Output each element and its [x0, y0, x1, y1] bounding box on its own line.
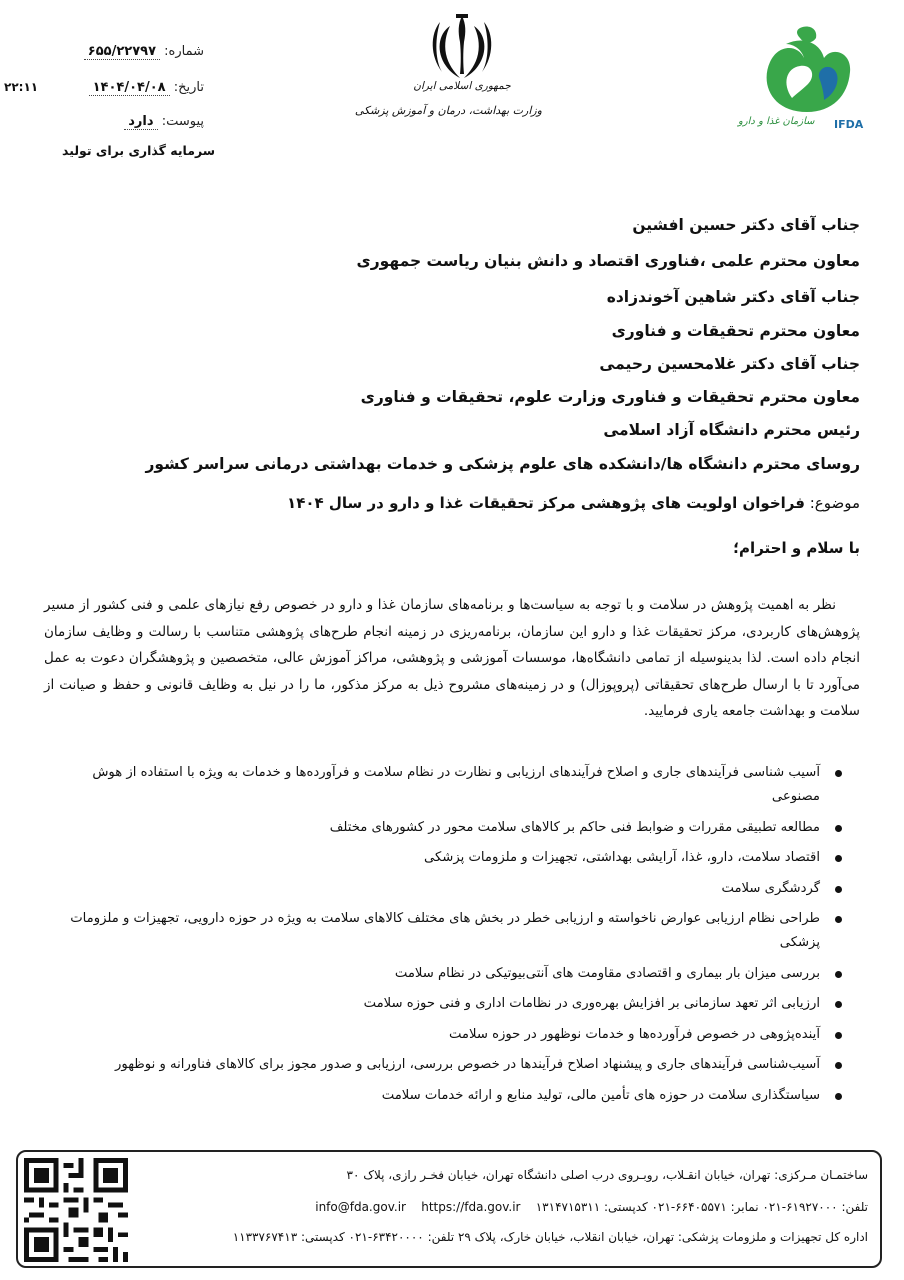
addressee-line: معاون محترم تحقیقات و فناوری وزارت علوم، تحقیقات و فناوری — [360, 388, 860, 406]
subject-text: فراخوان اولویت های پژوهشی مرکز تحقیقات غذا و دارو در سال ۱۴۰۴ — [287, 494, 805, 512]
subject-line — [287, 494, 860, 512]
addressee-line: جناب آقای دکتر حسین افشین — [632, 216, 860, 234]
footer-box — [16, 1150, 882, 1268]
list-item: آینده‌پژوهی در خصوص فرآورده‌ها و خدمات نوظهور در حوزه سلامت — [44, 1023, 846, 1047]
footer-phone: تلفن: ۶۱۹۲۷۰۰۰-۰۲۱ نمابر: ۶۶۴۰۵۵۷۱-۰۲۱ کدپستی: ۱۳۱۴۷۱۵۳۱۱ — [535, 1200, 868, 1214]
footer-address: ساختمـان مـرکزی: تهران، خیابان انقـلاب، روبـروی درب اصلی دانشگاه تهران، خیابان فخـر رازی، پلاک ۳۰ — [346, 1168, 868, 1182]
bullet-icon — [835, 770, 842, 777]
bullet-icon — [835, 1062, 842, 1069]
addressee-line: روسای محترم دانشگاه ها/دانشکده های علوم پزشکی و خدمات بهداشتی درمانی سراسر کشور — [145, 455, 860, 473]
qr-code-icon — [24, 1158, 128, 1262]
list-item: بررسی میزان بار بیماری و اقتصادی مقاومت های آنتی‌بیوتیکی در نظام سلامت — [44, 962, 846, 986]
bullet-icon — [835, 886, 842, 893]
addressee-line: جناب آقای دکتر غلامحسین رحیمی — [599, 355, 860, 373]
bullet-icon — [835, 1001, 842, 1008]
gov-title: جمهوری اسلامی ایران — [413, 80, 511, 92]
attachment-label: پیوست: — [161, 114, 204, 129]
footer-email[interactable]: info@fda.gov.ir — [315, 1200, 406, 1214]
addressee-line: معاون محترم تحقیقات و فناوری — [611, 322, 860, 340]
list-item: طراحی نظام ارزیابی عوارض ناخواسته و ارزیابی خطر در بخش های مختلف کالاهای سلامت به ویژه در حوزه دارویی، تجهیزات و ملزومات پزشکی — [44, 907, 846, 955]
iran-emblem-icon — [428, 12, 496, 84]
list-item: ارزیابی اثر تعهد سازمانی بر افزایش بهره‌وری در نظامات اداری و فنی حوزه سلامت — [44, 992, 846, 1016]
footer-contact — [315, 1200, 868, 1214]
letter-attachment — [124, 114, 204, 130]
department-slogan: سرمایه گذاری برای تولید — [62, 143, 216, 158]
date-label: تاریخ: — [173, 80, 204, 95]
attachment-value: دارد — [124, 114, 157, 130]
ifda-logo-abbr: IFDA — [834, 118, 864, 131]
ifda-logo-text: سازمان غذا و دارو — [738, 116, 815, 127]
addressee-line: رئیس محترم دانشگاه آزاد اسلامی — [603, 421, 860, 439]
footer-equipment-office: اداره کل تجهیزات و ملزومات پزشکی: تهران، خیابان انقلاب، خیابان خارک، پلاک ۲۹ تلفن: ۶۳۴۲۰۰۰۰-۰۲۱ کدپستی: ۱۱۳۳۷۶۷۴۱۳ — [232, 1230, 868, 1244]
body-paragraph — [44, 592, 860, 725]
addressee-line: جناب آقای دکتر شاهین آخوندزاده — [606, 288, 860, 306]
list-item: آسیب شناسی فرآیندهای جاری و اصلاح فرآیندهای ارزیابی و نظارت در نظام سلامت و فرآورده‌ها و خدمات به ویژه با استفاده از هوش مصنوعی — [44, 761, 846, 809]
list-item: آسیب‌شناسی فرآیندهای جاری و پیشنهاد اصلاح فرآیندها در خصوص بررسی، ارزیابی و صدور مجوز برای کالاهای فناورانه و نوظهور — [44, 1053, 846, 1077]
footer-website[interactable]: https://fda.gov.ir — [421, 1200, 521, 1214]
bullet-icon — [835, 971, 842, 978]
letter-time: ۲۲:۱۱ — [4, 80, 39, 94]
ministry-title: وزارت بهداشت، درمان و آموزش پزشکی — [354, 104, 542, 117]
bullet-icon — [835, 916, 842, 923]
addressee-line: معاون محترم علمی ،فناوری اقتصاد و دانش بنیان ریاست جمهوری — [356, 252, 860, 270]
date-value: ۱۴۰۴/۰۴/۰۸ — [89, 80, 170, 96]
bullet-icon — [835, 1093, 842, 1100]
body-text: نظر به اهمیت پژوهش در سلامت و با توجه به سیاست‌ها و برنامه‌های سازمان غذا و دارو در خصوص رفع نیازهای علمی و فنی کشور از مسیر پژوهش‌های کاربردی، مرکز تحقیقات غذا و دارو این سازمان، برنامه‌ریزی در زمینه انجام طرح‌های پژوهشی متناسب با رسالت و وظایف سازمان انجام داده است. لذا بدینوسیله از تمامی دانشگاه‌ها، موسسات آموزشی و پژوهشی، مراکز آموزش عالی، متخصصین و پژوهشگران دعوت به عمل می‌آورد تا با ارسال طرح‌های تحقیقاتی (پروپوزال) و در زمینه‌های مشروح ذیل به مرکز مذکور، ما را در نیل به وظایف قانونی و حفظ و صیانت از سلامت و بهداشت جامعه یاری فرمایید. — [44, 597, 860, 719]
bullet-icon — [835, 825, 842, 832]
number-value: ۶۵۵/۲۲۷۹۷ — [84, 44, 160, 60]
letter-number — [84, 44, 204, 60]
greeting: با سلام و احترام؛ — [733, 539, 860, 557]
list-item: گردشگری سلامت — [44, 877, 846, 901]
letter-date — [89, 80, 204, 96]
bullet-icon — [835, 855, 842, 862]
number-label: شماره: — [164, 44, 204, 59]
list-item: سیاستگذاری سلامت در حوزه های تأمین مالی، تولید منابع و ارائه خدمات سلامت — [44, 1084, 846, 1108]
priority-list — [44, 761, 846, 1114]
list-item: اقتصاد سلامت، دارو، غذا، آرایشی بهداشتی، تجهیزات و ملزومات پزشکی — [44, 846, 846, 870]
bullet-icon — [835, 1032, 842, 1039]
list-item: مطالعه تطبیقی مقررات و ضوابط فنی حاکم بر کالاهای سلامت محور در کشورهای مختلف — [44, 816, 846, 840]
subject-label: موضوع: — [809, 494, 860, 512]
